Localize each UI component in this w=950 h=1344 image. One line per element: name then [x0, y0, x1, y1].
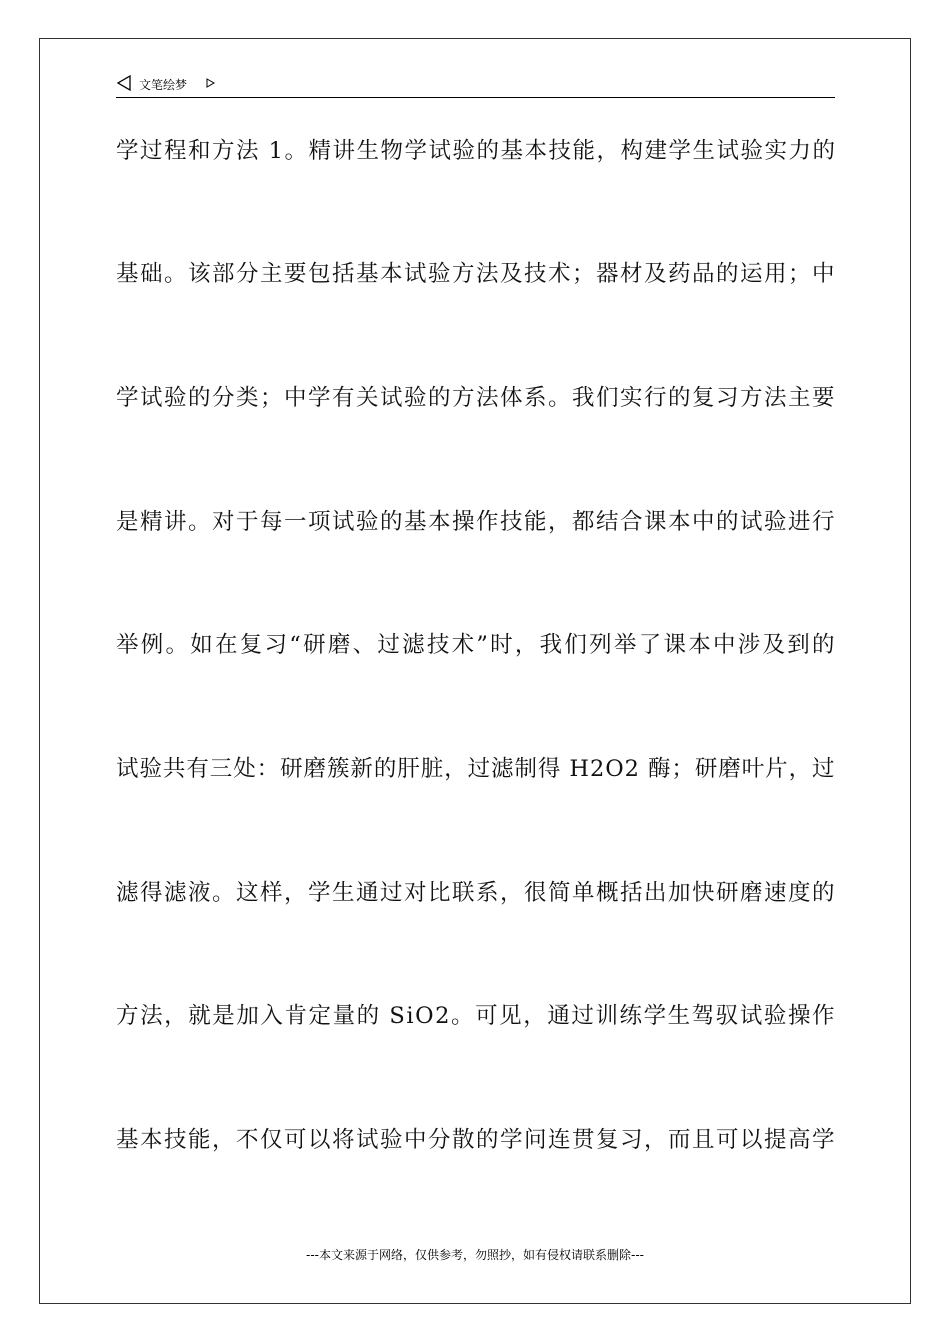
footer-disclaimer: ---本文来源于网络，仅供参考，勿照抄，如有侵权请联系删除--- — [306, 1248, 644, 1262]
triangle-left-outline-icon — [116, 74, 132, 92]
page-border — [39, 38, 911, 1304]
triangle-right-outline-icon — [206, 78, 215, 88]
text-line: 举例。如在复习“研磨、过滤技术”时，我们列举了课本中涉及到的 — [116, 632, 837, 658]
page-header — [116, 72, 835, 98]
text-line: 学试验的分类；中学有关试验的方法体系。我们实行的复习方法主要 — [116, 385, 837, 411]
header-title: 文笔绘梦 — [139, 78, 188, 92]
text-line: 基础。该部分主要包括基本试验方法及技术；器材及药品的运用；中 — [116, 261, 837, 287]
text-line: 是精讲。对于每一项试验的基本操作技能，都结合课本中的试验进行 — [116, 509, 837, 535]
text-line: 试验共有三处：研磨簇新的肝脏，过滤制得 H2O2 酶；研磨叶片，过 — [116, 756, 836, 782]
text-line: 方法，就是加入肯定量的 SiO2。可见，通过训练学生驾驭试验操作 — [116, 1003, 837, 1029]
text-line: 基本技能，不仅可以将试验中分散的学问连贯复习，而且可以提高学 — [116, 1127, 837, 1153]
text-line: 滤得滤液。这样，学生通过对比联系，很简单概括出加快研磨速度的 — [116, 880, 837, 906]
text-line: 学过程和方法 1。精讲生物学试验的基本技能，构建学生试验实力的 — [116, 138, 837, 164]
